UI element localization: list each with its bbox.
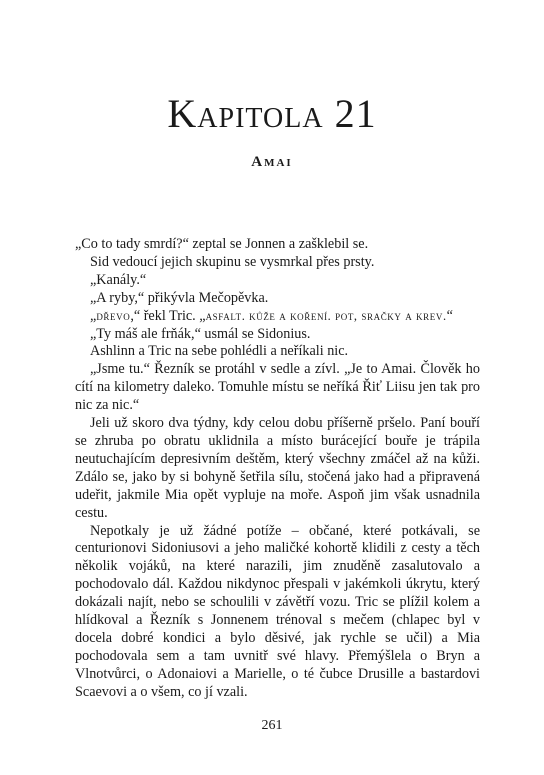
small-caps-text: dřevo: [96, 308, 131, 323]
small-caps-text: asfalt. kůže a koření. pot, sračky a krev.: [205, 308, 447, 323]
chapter-subtitle: Amai: [251, 154, 293, 170]
paragraph: „Ty máš ale frňák,“ usmál se Sidonius.: [90, 325, 311, 342]
paragraph: Ashlinn a Tric na sebe pohlédli a neříkali nic.: [90, 343, 349, 360]
paragraph: „Kanály.“: [90, 271, 147, 288]
paragraph-part: ,“ řekl Tric. „: [130, 307, 206, 324]
paragraph: Nepotkaly je už žádné potíže – občané, které potkávali, se centurionovi Sidoniusovi a jeho maličké kohortě klidili z cesty a těch několik vojáků, na které narazili, jim znuděně zasalutovalo a pochodovalo dál. Každou nikdynoc přespali v jakémkoli úkrytu, který dokázali najít, nebo se schoulili v závětří vozu. Tric se plížil kolem a hlídkoval a Řezník s Jonnenem trénoval s mečem (chlapec byl v docela dobré kondici a bylo děsivé, jak rychle se učil) a Mia pochodovala sem a tam uvnitř své hlavy. Přemýšlela o Bryn a Vlnotvůrci, o Adonaiovi a Marielle, o té čubce Drusille a bastardovi Scaevovi a o všem, co jí vzali.: [75, 522, 480, 700]
chapter-title: Kapitola 21: [167, 91, 377, 136]
paragraph: „Jsme tu.“ Řezník se protáhl v sedle a zívl. „Je to Amai. Člověk ho cítí na kilometry daleko. Tomuhle místu se neříká Řiť Liisu jen tak pro nic za nic.“: [75, 361, 480, 414]
paragraph: Jeli už skoro dva týdny, kdy celou dobu příšerně pršelo. Paní bouří se zhruba po obratu uklidnila a místo burácející bouře je trápila neutuchajícím depresivním deštěm, který všechny zmáčel až na kůži. Zdálo se, jako by si bohyně šetřila sílu, stočená jako had a připravená udeřit, jakmile Mia opět vypluje na moře. Aspoň jim však usnadnila cestu.: [75, 415, 480, 521]
chapter-body: [75, 236, 480, 702]
page-number: 261: [261, 718, 283, 733]
paragraph-part: “: [446, 307, 453, 324]
paragraph: „Co to tady smrdí?“ zeptal se Jonnen a zašklebil se.: [75, 236, 369, 252]
paragraph: Sid vedoucí jejich skupinu se vysmrkal přes prsty.: [90, 253, 375, 270]
paragraph: [75, 308, 480, 326]
paragraph-part: „: [90, 307, 97, 324]
paragraph: „A ryby,“ přikývla Mečopěvka.: [90, 289, 269, 306]
